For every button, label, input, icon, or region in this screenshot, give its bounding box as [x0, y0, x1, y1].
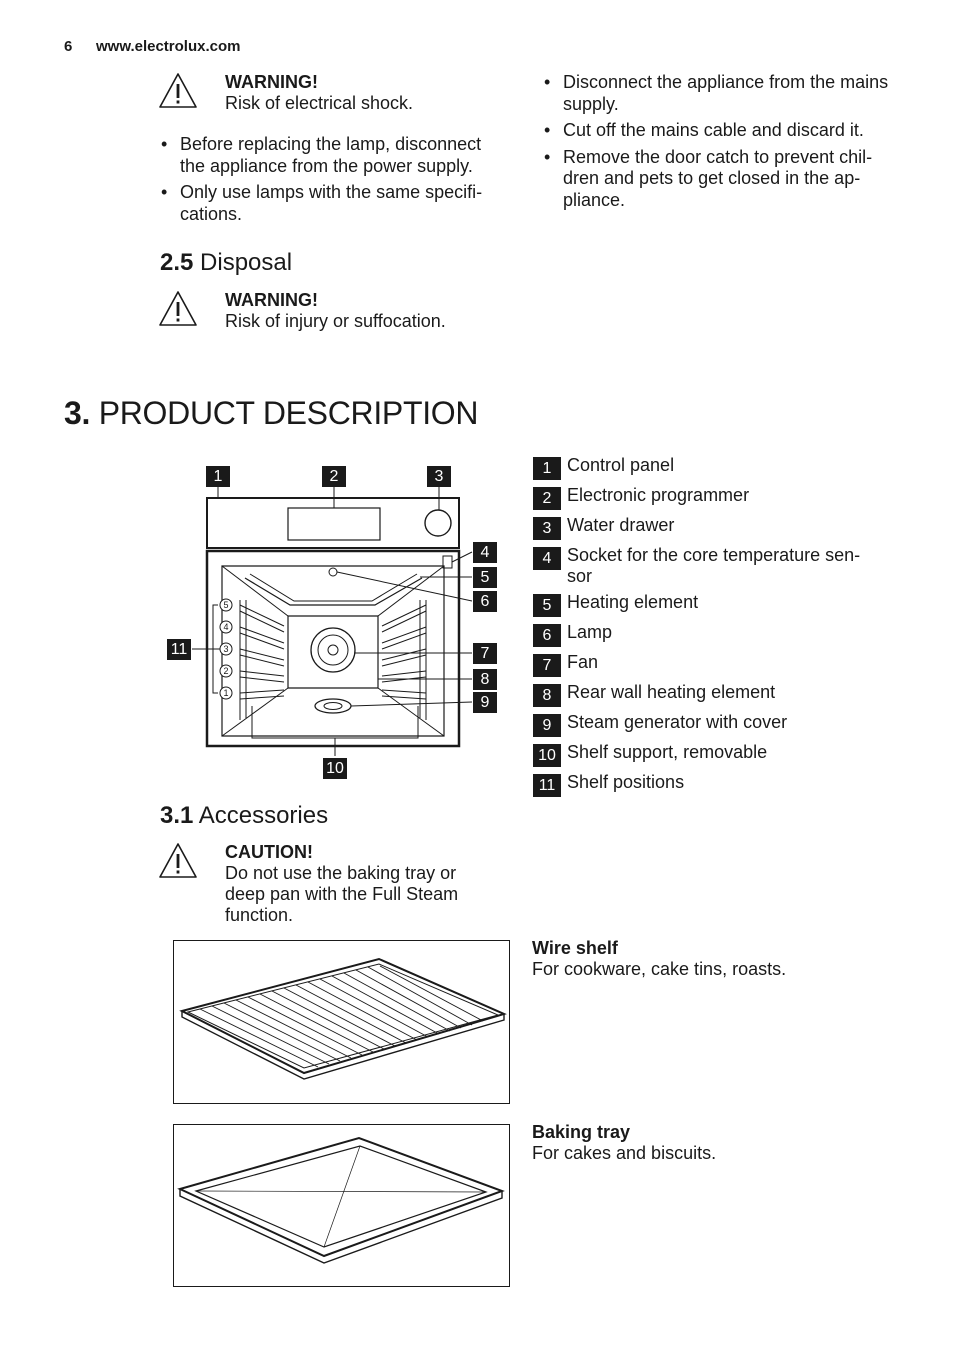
- header-url: www.electrolux.com: [96, 38, 241, 55]
- lamp: [329, 568, 337, 576]
- page-number: 6: [64, 38, 73, 55]
- legend-label: Water drawer: [567, 515, 675, 535]
- legend-row: [533, 545, 893, 587]
- oven-diagram: [160, 460, 510, 785]
- warning-text: Risk of electrical shock.: [225, 93, 414, 113]
- diagram-callout-6: 6: [473, 591, 497, 612]
- warning-title: WARNING!: [225, 290, 318, 310]
- legend-label: Shelf positions: [567, 772, 685, 792]
- legend-row: [533, 742, 893, 767]
- legend-label: Fan: [567, 652, 599, 672]
- shelf-position-label: 1: [223, 688, 229, 698]
- warning-text: Risk of injury or suffocation.: [225, 311, 446, 331]
- diagram-callout-2: 2: [322, 466, 346, 487]
- warning-triangle-icon: [158, 290, 198, 328]
- legend-number: 7: [533, 654, 561, 677]
- section-title: PRODUCT DESCRIPTION: [98, 395, 479, 431]
- accessory-text: For cookware, cake tins, roasts.: [532, 959, 787, 979]
- baking-tray-image-frame: [173, 1124, 510, 1287]
- legend-label: Heating element: [567, 592, 699, 612]
- caution-block: [225, 842, 500, 926]
- legend-label: Rear wall heating element: [567, 682, 776, 702]
- section-title: Accessories: [198, 802, 329, 829]
- disposal-bullet-list: [544, 72, 894, 216]
- legend-row: [533, 515, 893, 540]
- legend-number: 10: [533, 744, 561, 767]
- shelf-support-right: [382, 600, 426, 720]
- lamp-bullet-list: [161, 134, 506, 230]
- legend-row: [533, 592, 893, 617]
- diagram-callout-1: 1: [206, 466, 230, 487]
- section-heading-2-5: [160, 249, 292, 277]
- list-item: • Disconnect the appliance from the mains supply.: [544, 72, 894, 115]
- oven-cavity: [207, 551, 459, 746]
- legend-number: 4: [533, 547, 561, 570]
- legend-label: Control panel: [567, 455, 675, 475]
- legend-row: [533, 772, 893, 797]
- legend-row: [533, 682, 893, 707]
- legend-label: Lamp: [567, 622, 613, 642]
- accessory-text: For cakes and biscuits.: [532, 1143, 717, 1163]
- section-number: 3.1: [160, 802, 194, 829]
- shelf-position-label: 4: [223, 622, 229, 632]
- legend-label: Socket for the core temperature sen-sor: [567, 545, 861, 586]
- legend-number: 6: [533, 624, 561, 647]
- section-heading-3-1: [160, 802, 328, 830]
- legend-row: [533, 455, 893, 480]
- caution-title: CAUTION!: [225, 842, 313, 862]
- legend-label: Steam generator with cover: [567, 712, 788, 732]
- programmer-display: [288, 508, 380, 540]
- section-number: 3.: [64, 395, 91, 431]
- legend-label: Shelf support, removable: [567, 742, 768, 762]
- steam-generator: [315, 699, 351, 713]
- list-item: • Only use lamps with the same specifi-cations.: [161, 182, 506, 225]
- water-drawer-knob: [425, 510, 451, 536]
- list-item: • Remove the door catch to prevent chil-dren and pets to get closed in the ap-pliance.: [544, 147, 894, 212]
- diagram-legend: [533, 455, 893, 802]
- baking-tray-illustration: [174, 1125, 509, 1286]
- shelf-position-label: 5: [223, 600, 229, 610]
- shelf-position-label: 3: [223, 644, 229, 654]
- diagram-callout-4: 4: [473, 542, 497, 563]
- diagram-callout-3: 3: [427, 466, 451, 487]
- warning-block-lamp: [225, 72, 515, 114]
- wire-shelf-description: [532, 938, 862, 980]
- warning-block-disposal: [225, 290, 515, 332]
- list-item: • Before replacing the lamp, disconnect the appliance from the power supply.: [161, 134, 506, 177]
- legend-number: 8: [533, 684, 561, 707]
- caution-triangle-icon: [158, 842, 198, 880]
- diagram-callout-9: 9: [473, 692, 497, 713]
- legend-row: [533, 652, 893, 677]
- legend-number: 11: [533, 774, 561, 797]
- legend-number: 1: [533, 457, 561, 480]
- diagram-callout-10: 10: [323, 758, 347, 779]
- diagram-callout-5: 5: [473, 567, 497, 588]
- warning-triangle-icon: [158, 72, 198, 110]
- diagram-callout-8: 8: [473, 669, 497, 690]
- shelf-position-label: 2: [223, 666, 229, 676]
- rear-wall: [288, 616, 378, 688]
- wire-shelf-image-frame: [173, 940, 510, 1104]
- list-item: • Cut off the mains cable and discard it.: [544, 120, 894, 142]
- section-number: 2.5: [160, 249, 194, 276]
- diagram-callout-11: 11: [167, 639, 191, 660]
- legend-number: 5: [533, 594, 561, 617]
- section-heading-3: [64, 394, 478, 432]
- legend-number: 2: [533, 487, 561, 510]
- shelf-support-left: [240, 600, 284, 720]
- section-title: Disposal: [200, 249, 293, 276]
- accessory-title: Baking tray: [532, 1122, 631, 1142]
- legend-number: 9: [533, 714, 561, 737]
- legend-number: 3: [533, 517, 561, 540]
- caution-text: Do not use the baking tray or deep pan with the Full Steam function.: [225, 863, 459, 925]
- legend-row: [533, 712, 893, 737]
- legend-label: Electronic programmer: [567, 485, 750, 505]
- legend-row: [533, 622, 893, 647]
- legend-row: [533, 485, 893, 510]
- accessory-title: Wire shelf: [532, 938, 618, 958]
- diagram-callout-7: 7: [473, 643, 497, 664]
- baking-tray-description: [532, 1122, 862, 1164]
- warning-title: WARNING!: [225, 72, 318, 92]
- wire-shelf-illustration: [174, 941, 509, 1103]
